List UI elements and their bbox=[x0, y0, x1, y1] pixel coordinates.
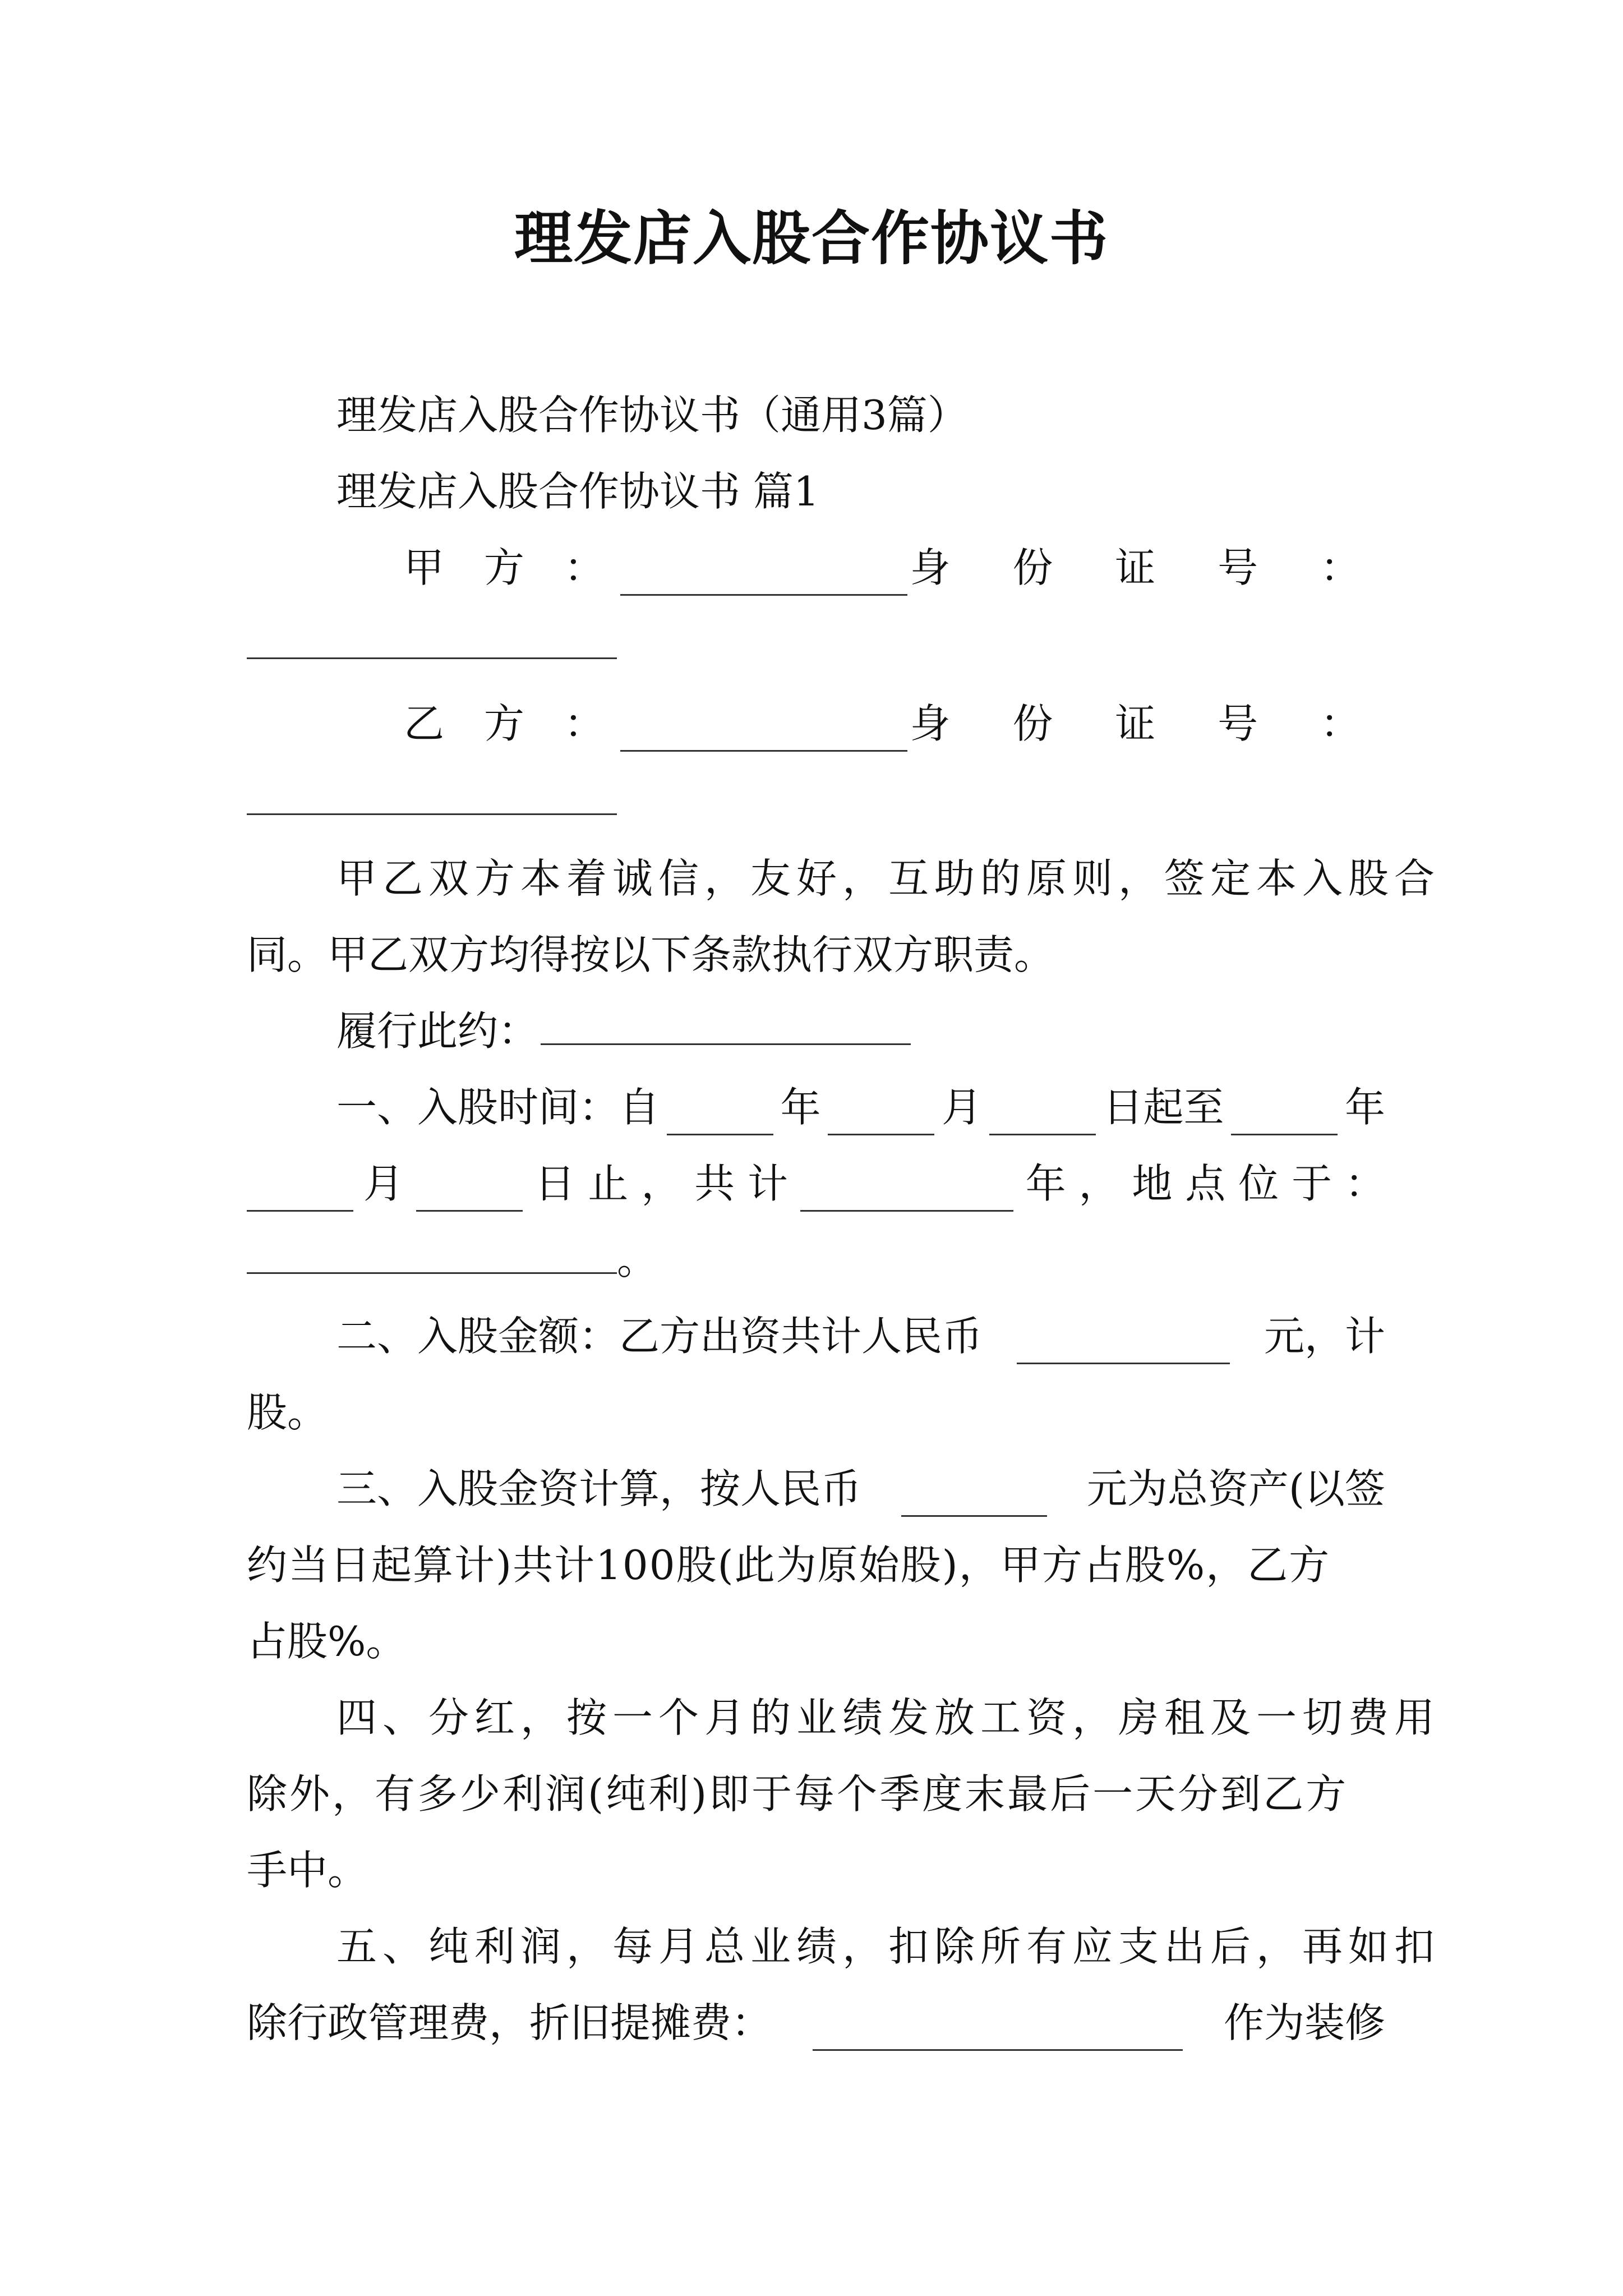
subtitle: 理发店入股合作协议书（通用3篇） bbox=[336, 392, 968, 439]
party-a-row bbox=[404, 540, 1385, 596]
clause1-start-month-blank bbox=[828, 1131, 934, 1135]
clause1-prefix: 一、入股时间：自 bbox=[336, 1084, 660, 1131]
clause3-line-3: 占股%。 bbox=[247, 1618, 407, 1665]
clause2-line-1 bbox=[336, 1308, 1385, 1364]
party-b-row bbox=[404, 696, 1385, 752]
party-a-id-label: 身 份 证 号 ： bbox=[910, 544, 1385, 591]
clause4-line-2: 除外，有多少利润(纯利)即于每个季度末最后一天分到乙方 bbox=[247, 1770, 1349, 1818]
clause2-amount-blank bbox=[1017, 1360, 1230, 1364]
party-a-id-row bbox=[247, 617, 1385, 673]
clause1-line-2 bbox=[247, 1156, 1385, 1212]
clause1-end-day-blank bbox=[416, 1208, 523, 1212]
perform-row bbox=[336, 1003, 1385, 1059]
clause1-month-label: 月 bbox=[941, 1084, 982, 1131]
clause2-unit: 元，计 bbox=[1264, 1313, 1385, 1360]
party-b-id-row bbox=[247, 773, 1385, 829]
party-a-name-blank bbox=[620, 592, 908, 596]
perform-label: 履行此约： bbox=[336, 1007, 539, 1055]
intro-line-2: 同。甲乙双方均得按以下条款执行双方职责。 bbox=[247, 931, 1055, 978]
clause1-years-blank bbox=[800, 1208, 1013, 1212]
clause1-end-month-blank bbox=[247, 1208, 353, 1212]
clause1-end-year-blank bbox=[1231, 1131, 1338, 1135]
clause5-line-2 bbox=[247, 1995, 1385, 2051]
clause3-text: 三、入股金资计算，按人民币 bbox=[336, 1465, 862, 1512]
clause3-amount-blank bbox=[901, 1513, 1047, 1517]
party-b-label: 乙 方 ： bbox=[404, 700, 618, 747]
party-b-id-blank bbox=[247, 811, 617, 815]
clause1-start-year-blank bbox=[667, 1131, 773, 1135]
clause1-year-label: 年 bbox=[780, 1084, 821, 1131]
clause1-end-year-label: 年 bbox=[1344, 1084, 1385, 1131]
section-heading: 理发店入股合作协议书 篇1 bbox=[336, 468, 819, 515]
clause3-text-2: 元为总资产(以签 bbox=[1086, 1465, 1385, 1512]
clause5-blank bbox=[813, 2047, 1183, 2051]
clause1-location-blank bbox=[247, 1270, 617, 1274]
party-a-label: 甲 方 ： bbox=[404, 544, 618, 591]
clause5-text: 除行政管理费，折旧提摊费： bbox=[247, 1999, 772, 2046]
clause3-line-1 bbox=[336, 1461, 1385, 1517]
clause1-total-label: 日 止 ， 共 计 bbox=[534, 1160, 789, 1207]
clause1-line-1 bbox=[336, 1079, 1385, 1135]
clause1-start-day-blank bbox=[989, 1131, 1096, 1135]
clause2-line-2: 股。 bbox=[247, 1389, 328, 1436]
party-b-name-blank bbox=[620, 748, 908, 752]
clause3-line-2: 约当日起算计)共计100股(此为原始股)，甲方占股%，乙方 bbox=[247, 1542, 1331, 1589]
clause4-line-3: 手中。 bbox=[247, 1847, 368, 1894]
clause4-line-1: 四、分红，按一个月的业绩发放工资，房租及一切费用 bbox=[336, 1694, 1441, 1741]
clause5-line-1: 五、纯利润，每月总业绩，扣除所有应支出后，再如扣 bbox=[336, 1923, 1441, 1970]
clause1-end-month-label: 月 bbox=[363, 1160, 404, 1207]
clause1-end-mark: 。 bbox=[617, 1236, 658, 1283]
clause1-line-3 bbox=[247, 1232, 1385, 1288]
perform-blank bbox=[541, 1041, 911, 1045]
clause1-day-label: 日起至 bbox=[1103, 1084, 1224, 1131]
clause2-text: 二、入股金额：乙方出资共计人民币 bbox=[336, 1313, 983, 1360]
party-a-id-blank bbox=[247, 655, 617, 659]
clause1-location-label: 年 ， 地 点 位 于 ： bbox=[1025, 1160, 1385, 1207]
intro-line-1: 甲乙双方本着诚信，友好，互助的原则，签定本入股合 bbox=[336, 855, 1441, 902]
party-b-id-label: 身 份 证 号 ： bbox=[910, 700, 1385, 747]
clause5-text-2: 作为装修 bbox=[1223, 1999, 1385, 2046]
document-title: 理发店入股合作协议书 bbox=[514, 204, 1109, 273]
